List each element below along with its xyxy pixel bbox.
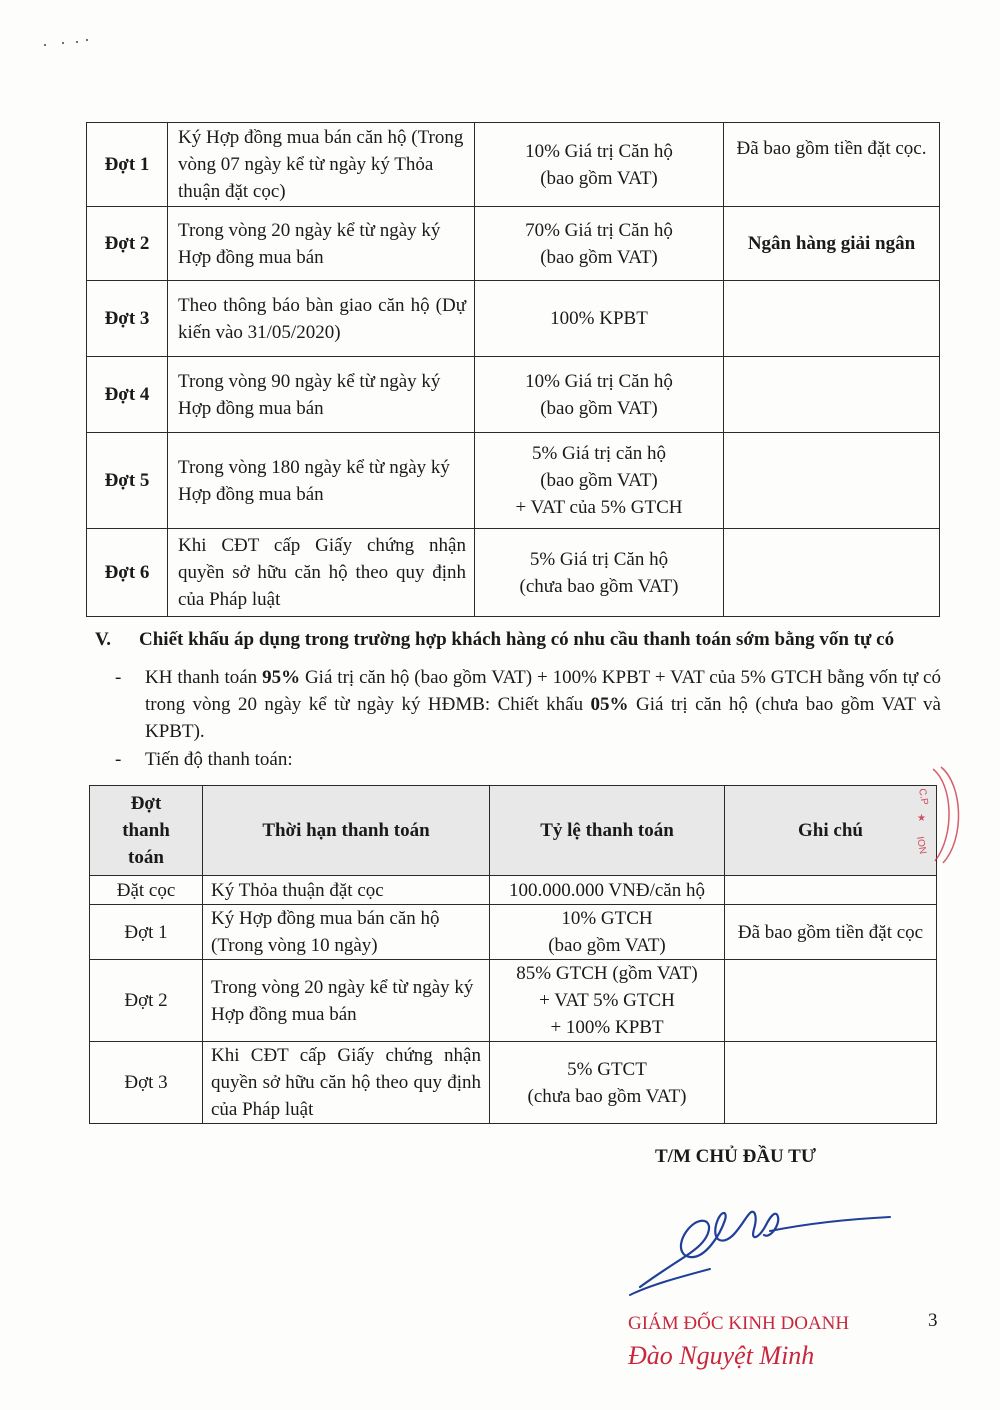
table-header-row <box>90 786 937 876</box>
stamp-icon <box>905 765 965 865</box>
rate-cell: 100% KPBT <box>475 281 724 357</box>
table-row <box>90 1042 937 1124</box>
term-cell: Khi CĐT cấp Giấy chứng nhận quyền sở hữu căn hộ theo quy định của Pháp luật <box>168 529 475 617</box>
signature-icon <box>620 1195 900 1305</box>
column-header: Ghi chú <box>725 786 937 876</box>
bullet-dash: - <box>115 667 122 688</box>
svg-text:C.P: C.P <box>916 787 930 806</box>
phase-cell: Đợt 2 <box>87 207 168 281</box>
note-cell: Ngân hàng giải ngân <box>724 207 940 281</box>
bullet-text: Tiến độ thanh toán: <box>145 749 293 770</box>
rate-cell: 70% Giá trị Căn hộ (bao gồm VAT) <box>475 207 724 281</box>
note-cell <box>725 876 937 905</box>
term-cell: Ký Hợp đồng mua bán căn hộ (Trong vòng 07 ngày kể từ ngày ký Thỏa thuận đặt cọc) <box>168 123 475 207</box>
rate-cell: 100.000.000 VNĐ/căn hộ <box>490 876 725 905</box>
rate-cell: 5% GTCT (chưa bao gồm VAT) <box>490 1042 725 1124</box>
note-cell: Đã bao gồm tiền đặt cọc <box>725 905 937 960</box>
phase-cell: Đợt 1 <box>87 123 168 207</box>
column-header: Thời hạn thanh toán <box>203 786 490 876</box>
term-cell: Khi CĐT cấp Giấy chứng nhận quyền sở hữu căn hộ theo quy định của Pháp luật <box>203 1042 490 1124</box>
section-title: Chiết khấu áp dụng trong trường hợp khách hàng có nhu cầu thanh toán sớm bằng vốn tự có <box>139 629 895 650</box>
phase-cell: Đặt cọc <box>90 876 203 905</box>
rate-cell: 5% Giá trị Căn hộ (chưa bao gồm VAT) <box>475 529 724 617</box>
table-row <box>90 876 937 905</box>
rate-cell: 10% Giá trị Căn hộ (bao gồm VAT) <box>475 357 724 433</box>
payment-schedule-table <box>86 122 940 617</box>
phase-cell: Đợt 1 <box>90 905 203 960</box>
term-cell: Trong vòng 90 ngày kể từ ngày ký Hợp đồng mua bán <box>168 357 475 433</box>
signer-title: GIÁM ĐỐC KINH DOANH <box>628 1313 850 1334</box>
section-heading <box>95 626 955 653</box>
bullet-dash: - <box>115 749 122 770</box>
note-cell <box>724 433 940 529</box>
phase-cell: Đợt 2 <box>90 960 203 1042</box>
note-cell <box>725 1042 937 1124</box>
signature-block-title: T/M CHỦ ĐẦU TƯ <box>655 1146 816 1167</box>
table-row <box>87 207 940 281</box>
note-cell <box>724 357 940 433</box>
table-row <box>90 960 937 1042</box>
column-header: Tỷ lệ thanh toán <box>490 786 725 876</box>
table-row <box>87 433 940 529</box>
section-number: V. <box>95 629 112 650</box>
early-payment-table <box>89 785 937 1124</box>
phase-cell: Đợt 5 <box>87 433 168 529</box>
phase-cell: Đợt 6 <box>87 529 168 617</box>
scan-specks <box>40 38 100 48</box>
note-cell <box>724 281 940 357</box>
phase-cell: Đợt 3 <box>90 1042 203 1124</box>
svg-text:ION: ION <box>914 835 928 856</box>
rate-cell: 5% Giá trị căn hộ (bao gồm VAT) + VAT của 5% GTCH <box>475 433 724 529</box>
note-cell <box>724 529 940 617</box>
term-cell: Trong vòng 20 ngày kể từ ngày ký Hợp đồng mua bán <box>168 207 475 281</box>
table-row <box>87 281 940 357</box>
term-cell: Ký Hợp đồng mua bán căn hộ (Trong vòng 10 ngày) <box>203 905 490 960</box>
column-header: Đợt thanh toán <box>90 786 203 876</box>
term-cell: Trong vòng 180 ngày kể từ ngày ký Hợp đồng mua bán <box>168 433 475 529</box>
signer-name: Đào Nguyệt Minh <box>628 1341 815 1370</box>
svg-text:★: ★ <box>917 813 926 824</box>
rate-cell: 85% GTCH (gồm VAT) + VAT 5% GTCH + 100% KPBT <box>490 960 725 1042</box>
table-row <box>90 905 937 960</box>
rate-cell: 10% Giá trị Căn hộ (bao gồm VAT) <box>475 123 724 207</box>
note-cell: Đã bao gồm tiền đặt cọc. <box>724 123 940 207</box>
bullet-text: KH thanh toán 95% Giá trị căn hộ (bao gồm VAT) + 100% KPBT + VAT của 5% GTCH bằng vốn tự có trong vòng 20 ngày kể từ ngày ký HĐMB: Chiết khấu 05% Giá trị căn hộ (chưa bao gồm VAT và KPBT). <box>145 667 941 742</box>
phase-cell: Đợt 4 <box>87 357 168 433</box>
table-row <box>87 123 940 207</box>
term-cell: Theo thông báo bàn giao căn hộ (Dự kiến vào 31/05/2020) <box>168 281 475 357</box>
bullet-item <box>115 664 945 746</box>
note-cell <box>725 960 937 1042</box>
page-number: 3 <box>928 1310 938 1331</box>
rate-cell: 10% GTCH (bao gồm VAT) <box>490 905 725 960</box>
term-cell: Ký Thỏa thuận đặt cọc <box>203 876 490 905</box>
term-cell: Trong vòng 20 ngày kể từ ngày ký Hợp đồng mua bán <box>203 960 490 1042</box>
table-row <box>87 529 940 617</box>
phase-cell: Đợt 3 <box>87 281 168 357</box>
bullet-item <box>115 746 945 774</box>
table-row <box>87 357 940 433</box>
